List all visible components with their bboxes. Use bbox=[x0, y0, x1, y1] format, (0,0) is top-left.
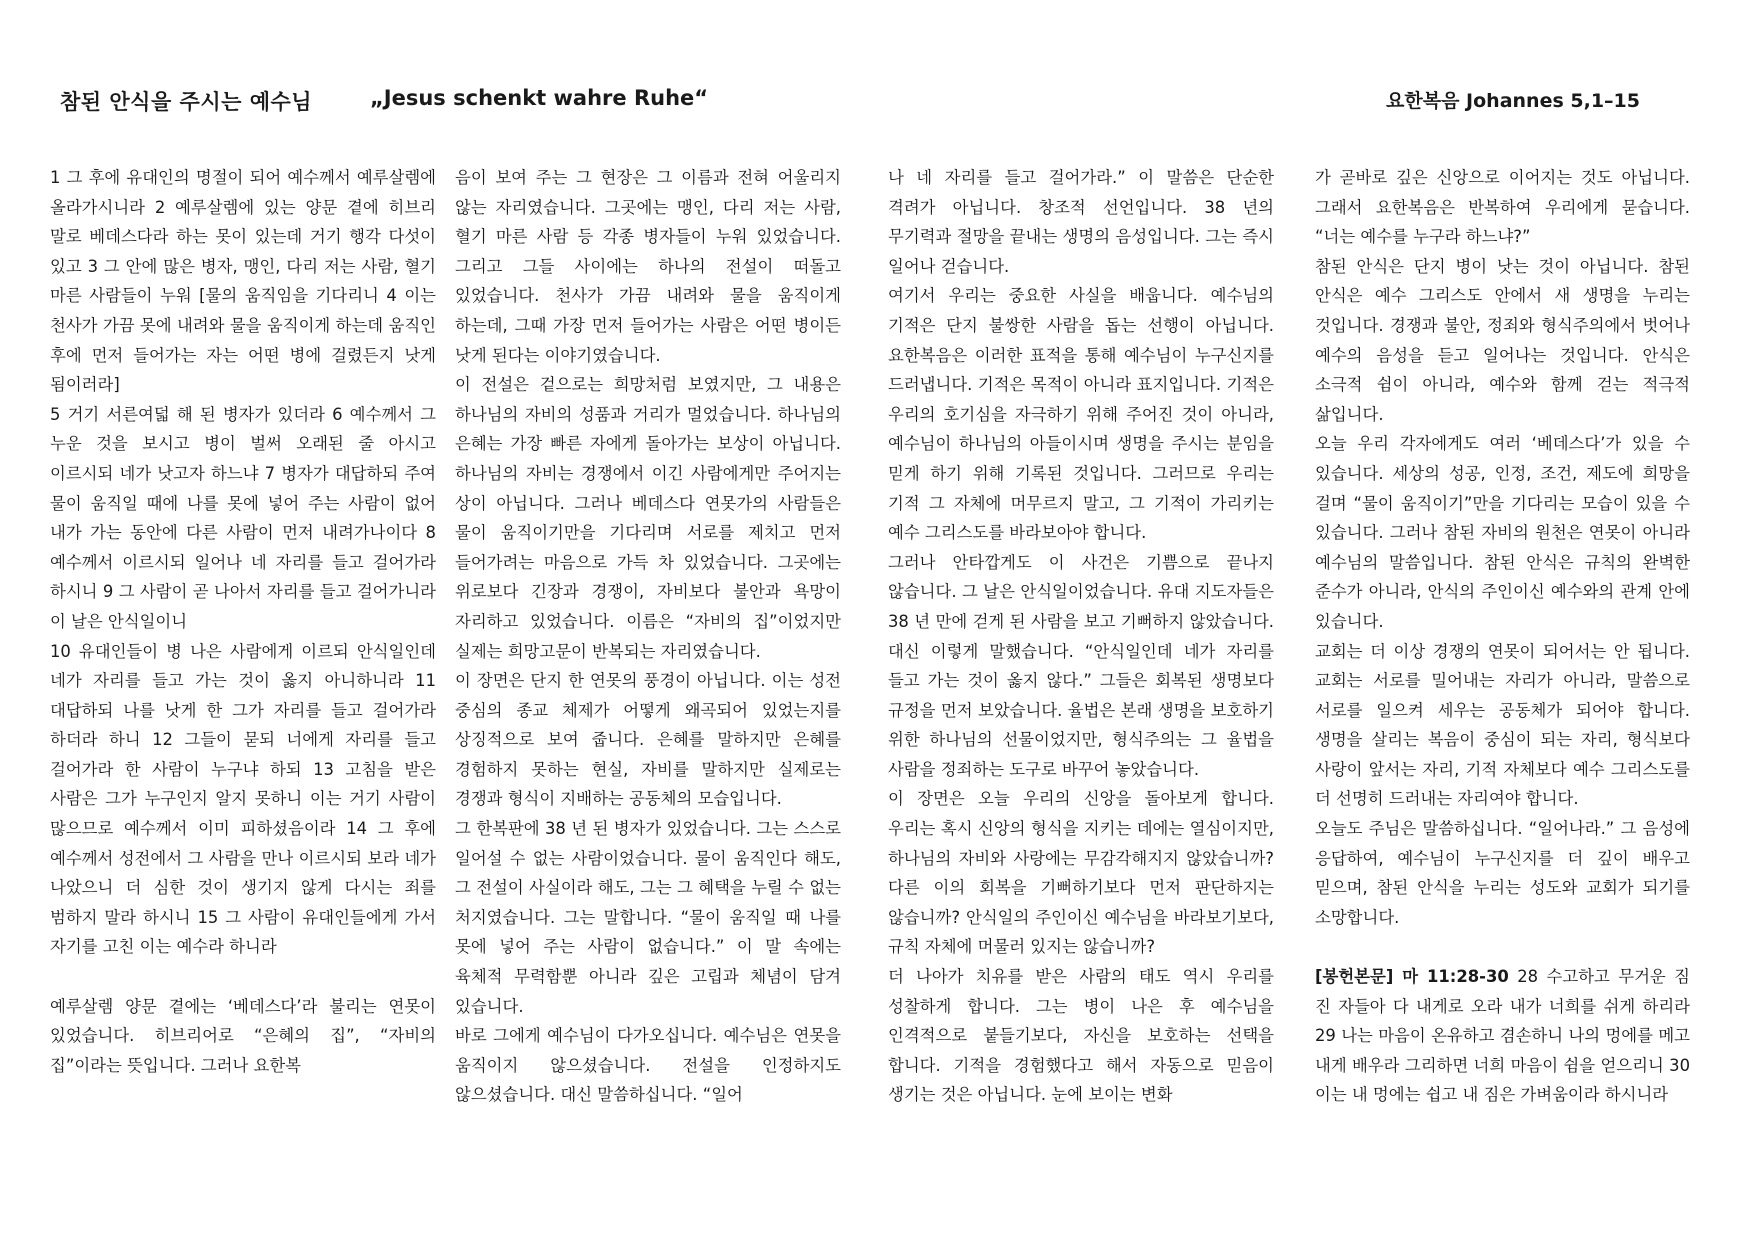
column-4 bbox=[1315, 163, 1690, 1213]
page-header bbox=[60, 86, 1640, 120]
sermon-paragraph: 교회는 더 이상 경쟁의 연못이 되어서는 안 됩니다. 교회는 서로를 밀어내는 자리가 아니라, 말씀으로 서로를 일으켜 세우는 공동체가 되어야 합니다. 생명을 살리는 복음이 중심이 되는 자리, 형식보다 사랑이 앞서는 자리, 기적 자체보다 예수 그리스도를 더 선명히 드러내는 자리여야 합니다. bbox=[1315, 641, 1690, 809]
text-columns bbox=[50, 163, 1740, 1213]
sermon-paragraph: 예루살렘 양문 곁에는 ‘베데스다’라 불리는 연못이 있었습니다. 히브리어로 “은혜의 집”, “자비의 집”이라는 뜻입니다. 그러나 요한복 bbox=[50, 996, 436, 1075]
scripture-verses-5-9: 5 거기 서른여덟 해 된 병자가 있더라 6 예수께서 그 누운 것을 보시고 병이 벌써 오래된 줄 아시고 이르시되 네가 낫고자 하느냐 7 병자가 대답하되 주여 물이 움직일 때에 나를 못에 넣어 주는 사람이 없어 내가 가는 동안에 다른 사람이 먼저 내려가나이다 8 예수께서 이르시되 일어나 네 자리를 들고 걸어가라 하시니 9 그 사람이 곧 나아서 자리를 들고 걸어가니라 이 날은 안식일이니 bbox=[50, 404, 436, 631]
sermon-paragraph: 더 나아가 치유를 받은 사람의 태도 역시 우리를 성찰하게 합니다. 그는 병이 나은 후 예수님을 인격적으로 붙들기보다, 자신을 보호하는 선택을 합니다. 기적을 경험했다고 해서 자동으로 믿음이 생기는 것은 아닙니다. 눈에 보이는 변화 bbox=[888, 967, 1274, 1105]
sermon-paragraph: 오늘 우리 각자에게도 여러 ‘베데스다’가 있을 수 있습니다. 세상의 성공, 인정, 조건, 제도에 희망을 걸며 “물이 움직이기”만을 기다리는 모습이 있을 수 있습니다. 그러나 참된 자비의 원천은 연못이 아니라 예수님의 말씀입니다. 참된 안식은 규칙의 완벽한 준수가 아니라, 안식의 주인이신 예수와의 관계 안에 있습니다. bbox=[1315, 434, 1690, 631]
sermon-paragraph: 바로 그에게 예수님이 다가오십니다. 예수님은 연못을 움직이지 않으셨습니다. 전설을 인정하지도 않으셨습니다. 대신 말씀하십니다. “일어 bbox=[455, 1026, 841, 1105]
offering-label: [봉헌본문] 마 11:28-30 bbox=[1315, 967, 1509, 987]
sermon-paragraph: 그러나 안타깝게도 이 사건은 기쁨으로 끝나지 않습니다. 그 날은 안식일이었습니다. 유대 지도자들은 38 년 만에 걷게 된 사람을 보고 기뻐하지 않았습니다. 대신 이렇게 말했습니다. “안식일인데 네가 자리를 들고 가는 것이 옳지 않다.” 그들은 회복된 생명보다 규정을 먼저 보았습니다. 율법은 본래 생명을 보호하기 위한 하나님의 선물이었지만, 형식주의는 그 율법을 사람을 정죄하는 도구로 바꾸어 놓았습니다. bbox=[888, 552, 1274, 779]
sermon-paragraph: 가 곧바로 깊은 신앙으로 이어지는 것도 아닙니다. 그래서 요한복음은 반복하여 우리에게 묻습니다. “너는 예수를 누구라 하느냐?” bbox=[1315, 168, 1690, 247]
column-1 bbox=[50, 163, 436, 1213]
title-korean: 참된 안식을 주시는 예수님 bbox=[60, 90, 313, 114]
sermon-paragraph: 참된 안식은 단지 병이 낫는 것이 아닙니다. 참된 안식은 예수 그리스도 안에서 새 생명을 누리는 것입니다. 경쟁과 불안, 정죄와 형식주의에서 벗어나 예수의 음성을 듣고 일어나는 것입니다. 안식은 소극적 쉼이 아니라, 예수와 함께 걷는 적극적 삶입니다. bbox=[1315, 256, 1690, 424]
column-3 bbox=[888, 163, 1274, 1213]
sermon-paragraph: 나 네 자리를 들고 걸어가라.” 이 말씀은 단순한 격려가 아닙니다. 창조적 선언입니다. 38 년의 무기력과 절망을 끝내는 생명의 음성입니다. 그는 즉시 일어나 걷습니다. bbox=[888, 168, 1274, 276]
paragraph-spacer bbox=[50, 962, 436, 992]
sermon-paragraph: 여기서 우리는 중요한 사실을 배웁니다. 예수님의 기적은 단지 불쌍한 사람을 돕는 선행이 아닙니다. 요한복음은 이러한 표적을 통해 예수님이 누구신지를 드러냅니다. 기적은 목적이 아니라 표지입니다. 기적은 우리의 호기심을 자극하기 위해 주어진 것이 아니라, 예수님이 하나님의 아들이시며 생명을 주시는 분임을 믿게 하기 위해 기록된 것입니다. 그러므로 우리는 기적 그 자체에 머무르지 말고, 그 기적이 가리키는 예수 그리스도를 바라보아야 합니다. bbox=[888, 286, 1274, 543]
column-2 bbox=[455, 163, 841, 1213]
paragraph-spacer bbox=[1315, 932, 1690, 962]
scripture-verses-1-4: 1 그 후에 유대인의 명절이 되어 예수께서 예루살렘에 올라가시니라 2 예루살렘에 있는 양문 곁에 히브리 말로 베데스다라 하는 못이 있는데 거기 행각 다섯이 있고 3 그 안에 많은 병자, 맹인, 다리 저는 사람, 혈기 마른 사람들이 누워 [물의 움직임을 기다리니 4 이는 천사가 가끔 못에 내려와 물을 움직이게 하는데 움직인 후에 먼저 들어가는 자는 어떤 병에 걸렸든지 낫게 됨이러라] bbox=[50, 168, 436, 395]
offering-text bbox=[1315, 962, 1690, 1110]
offering-verses: 28 수고하고 무거운 짐 진 자들아 다 내게로 오라 내가 너희를 쉬게 하리라 29 나는 마음이 온유하고 겸손하니 나의 멍에를 메고 내게 배우라 그리하면 너희 마음이 쉼을 얻으리니 30 이는 내 멍에는 쉽고 내 짐은 가벼움이라 하시니라 bbox=[1315, 967, 1690, 1105]
scripture-reference: 요한복음 Johannes 5,1–15 bbox=[1386, 90, 1640, 112]
sermon-paragraph: 이 전설은 겉으로는 희망처럼 보였지만, 그 내용은 하나님의 자비의 성품과 거리가 멀었습니다. 하나님의 은혜는 가장 빠른 자에게 돌아가는 보상이 아닙니다. 하나님의 자비는 경쟁에서 이긴 사람에게만 주어지는 상이 아닙니다. 그러나 베데스다 연못가의 사람들은 물이 움직이기만을 기다리며 서로를 제치고 먼저 들어가려는 마음으로 가득 차 있었습니다. 그곳에는 위로보다 긴장과 경쟁이, 자비보다 불안과 욕망이 자리하고 있었습니다. 이름은 “자비의 집”이었지만 실제는 희망고문이 반복되는 자리였습니다. bbox=[455, 375, 841, 661]
sermon-paragraph: 오늘도 주님은 말씀하십니다. “일어나라.” 그 음성에 응답하여, 예수님이 누구신지를 더 깊이 배우고 믿으며, 참된 안식을 누리는 성도와 교회가 되기를 소망합니다. bbox=[1315, 819, 1690, 927]
title-german: „Jesus schenkt wahre Ruhe“ bbox=[370, 86, 709, 110]
sermon-paragraph: 음이 보여 주는 그 현장은 그 이름과 전혀 어울리지 않는 자리였습니다. 그곳에는 맹인, 다리 저는 사람, 혈기 마른 사람 등 각종 병자들이 누워 있었습니다. 그리고 그들 사이에는 하나의 전설이 떠돌고 있었습니다. 천사가 가끔 내려와 물을 움직이게 하는데, 그때 가장 먼저 들어가는 사람은 어떤 병이든 낫게 된다는 이야기였습니다. bbox=[455, 168, 841, 365]
sermon-paragraph: 그 한복판에 38 년 된 병자가 있었습니다. 그는 스스로 일어설 수 없는 사람이었습니다. 물이 움직인다 해도, 그 전설이 사실이라 해도, 그는 그 혜택을 누릴 수 없는 처지였습니다. 그는 말합니다. “물이 움직일 때 나를 못에 넣어 주는 사람이 없습니다.” 이 말 속에는 육체적 무력함뿐 아니라 깊은 고립과 체념이 담겨 있습니다. bbox=[455, 819, 841, 1016]
sermon-paragraph: 이 장면은 오늘 우리의 신앙을 돌아보게 합니다. 우리는 혹시 신앙의 형식을 지키는 데에는 열심이지만, 하나님의 자비와 사랑에는 무감각해지지 않았습니까? 다른 이의 회복을 기뻐하기보다 먼저 판단하지는 않습니까? 안식일의 주인이신 예수님을 바라보기보다, 규칙 자체에 머물러 있지는 않습니까? bbox=[888, 789, 1274, 957]
scripture-verses-10-15: 10 유대인들이 병 나은 사람에게 이르되 안식일인데 네가 자리를 들고 가는 것이 옳지 아니하니라 11 대답하되 나를 낫게 한 그가 자리를 들고 걸어가라 하더라 하니 12 그들이 묻되 너에게 자리를 들고 걸어가라 한 사람이 누구냐 하되 13 고침을 받은 사람은 그가 누구인지 알지 못하니 이는 거기 사람이 많으므로 예수께서 이미 피하셨음이라 14 그 후에 예수께서 성전에서 그 사람을 만나 이르시되 보라 네가 나았으니 더 심한 것이 생기지 않게 다시는 죄를 범하지 말라 하시니 15 그 사람이 유대인들에게 가서 자기를 고친 이는 예수라 하니라 bbox=[50, 641, 436, 957]
sermon-paragraph: 이 장면은 단지 한 연못의 풍경이 아닙니다. 이는 성전 중심의 종교 체제가 어떻게 왜곡되어 있었는지를 상징적으로 보여 줍니다. 은혜를 말하지만 은혜를 경험하지 못하는 현실, 자비를 말하지만 실제로는 경쟁과 형식이 지배하는 공동체의 모습입니다. bbox=[455, 671, 841, 809]
